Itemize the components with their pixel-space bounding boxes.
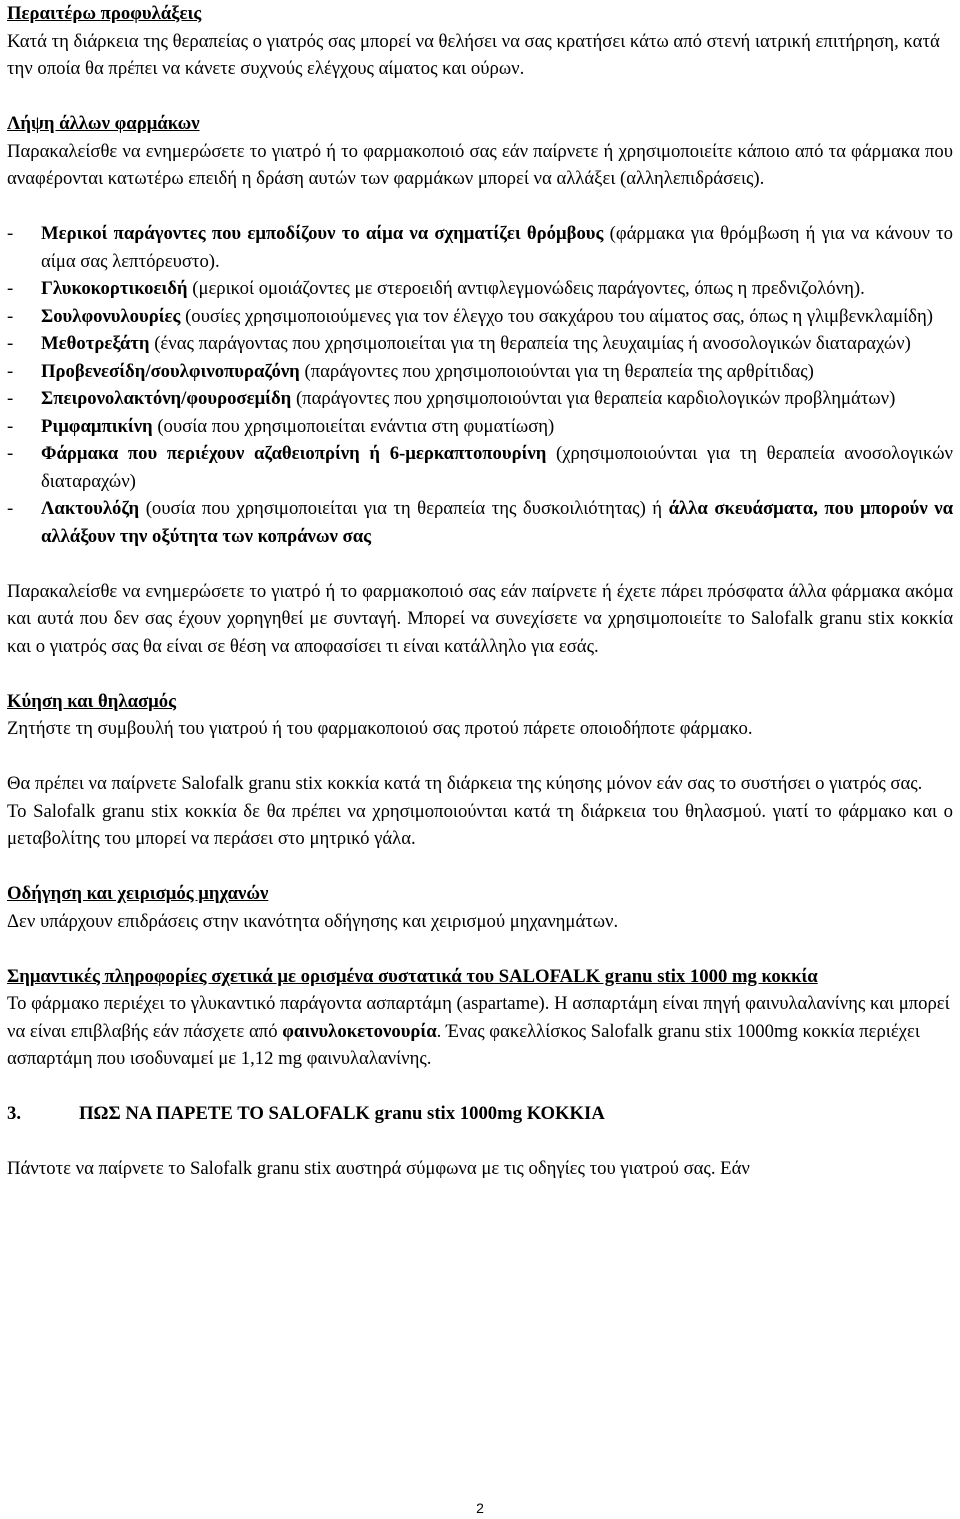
other-meds-heading: Λήψη άλλων φαρμάκων [7,113,200,134]
list-item [7,413,953,441]
list-item [7,220,953,275]
pregnancy-heading: Κύηση και θηλασμός [7,690,176,712]
section-number: 3. [7,1103,22,1124]
drug-name: Σουλφονυλουρίες [41,305,181,327]
other-meds-outro: Παρακαλείσθε να ενημερώσετε το γιατρό ή το φαρμακοποιό σας εάν παίρνετε ή έχετε πάρει πρόσφατα άλλα φάρμακα ακόμα και αυτά που δεν σας έχουν χορηγηθεί με συνταγή. Μπορεί να συνεχίσετε να χρησιμοποιείτε το Salofalk granu stix κοκκία και ο γιατρός σας θα είναι σε θέση να αποφασίσει τι είναι κατάλληλο για εσάς. [7,580,953,657]
precautions-text: Κατά τη διάρκεια της θεραπείας ο γιατρός σας μπορεί να θελήσει να σας κρατήσει κάτω από στενή ιατρική επιτήρηση, κατά την οποία θα πρέπει να κάνετε συχνούς ελέγχους αίματος και ούρων. [7,30,940,79]
drug-desc: (χρησιμοποιούνται για τη θεραπεία ανοσολογικών διαταραχών) [41,443,953,492]
drug-name: Ριμφαμπικίνη [41,415,153,437]
section-title: ΠΩΣ ΝΑ ΠΑΡΕΤΕ ΤΟ SALOFALK granu stix 1000mg ΚΟΚΚΙΑ [79,1103,605,1124]
drug-name: Γλυκοκορτικοειδή [41,278,188,299]
driving-heading: Οδήγηση και χειρισμός μηχανών [7,883,269,904]
ingredients-text-bold: φαινυλοκετονουρία [282,1020,437,1042]
drug-name: Μεθοτρεξάτη [41,333,150,354]
precautions-heading: Περαιτέρω προφυλάξεις [7,3,202,24]
drug-name: Προβενεσίδη/σουλφινοπυραζόνη [41,360,300,382]
list-item [7,495,953,550]
list-item [7,330,953,358]
drug-name-extra: άλλα σκευάσματα, που μπορούν να αλλάξουν την οξύτητα των κοπράνων σας [41,498,954,547]
drug-desc: (ένας παράγοντας που χρησιμοποιείται για τη θεραπεία της λευχαιμίας ή ανοσολογικών διαταραχών) [149,333,911,354]
drug-desc: (παράγοντες που χρησιμοποιούνται για θεραπεία καρδιολογικών προβλημάτων) [291,388,896,409]
ingredients-heading: Σημαντικές πληροφορίες σχετικά με ορισμένα συστατικά του SALOFALK granu stix 1000 mg κοκκία [7,965,818,987]
ingredients-text-b: . Ένας φακελλίσκος Salofalk granu stix 1000mg κοκκία περιέχει ασπαρτάμη που ισοδυναμεί με 1,12 mg φαινυλαλανίνης. [7,1020,920,1069]
list-item [7,275,953,303]
section-3-heading [7,1100,953,1128]
list-item [7,303,953,331]
list-item [7,440,953,495]
drug-desc: (φάρμακα για θρόμβωση ή για να κάνουν το αίμα σας λεπτόρευστο). [41,223,953,272]
document-page [7,0,953,1183]
drug-name: Λακτουλόζη [41,498,140,519]
drug-desc: (μερικοί ομοιάζοντες με στεροειδή αντιφλεγμονώδεις παράγοντες, όπως η πρεδνιζολόνη). [187,278,865,299]
drug-name: Μερικοί παράγοντες που εμποδίζουν το αίμα να σχηματίζει θρόμβους [41,223,604,244]
driving-text: Δεν υπάρχουν επιδράσεις στην ικανότητα οδήγησης και χειρισμού μηχανημάτων. [7,910,619,932]
section-3-text: Πάντοτε να παίρνετε το Salofalk granu stix αυστηρά σύμφωνα με τις οδηγίες του γιατρού σας. Εάν [7,1158,750,1179]
drug-desc: (παράγοντες που χρησιμοποιούνται για τη θεραπεία της αρθρίτιδας) [299,360,814,382]
page-number: 2 [476,1500,484,1516]
interaction-list [7,220,953,550]
drug-name: Σπειρονολακτόνη/φουροσεμίδη [41,388,292,409]
ingredients-text [7,990,953,1073]
pregnancy-text-2: Θα πρέπει να παίρνετε Salofalk granu stix κοκκία κατά τη διάρκεια της κύησης μόνον εάν σας το συστήσει ο γιατρός σας. [7,773,923,794]
list-item [7,358,953,386]
list-item [7,385,953,413]
ingredients-text-a: Το φάρμακο περιέχει το γλυκαντικό παράγοντα ασπαρτάμη (aspartame). Η ασπαρτάμη είναι πηγή φαινυλαλανίνης και μπορεί να είναι επιβλαβής εάν πάσχετε από [7,993,950,1042]
drug-name: Φάρμακα που περιέχουν αζαθειοπρίνη ή 6-μερκαπτοπουρίνη [41,443,547,464]
drug-desc: (ουσία που χρησιμοποιείται ενάντια στη φυματίωση) [152,415,555,437]
drug-desc: (ουσίες χρησιμοποιούμενες για τον έλεγχο του σακχάρου του αίματος σας, όπως η γλιμβενκλαμίδη) [180,305,933,327]
pregnancy-text-3: Το Salofalk granu stix κοκκία δε θα πρέπει να χρησιμοποιούνται κατά τη διάρκεια του θηλασμού. γιατί το φάρμακο και ο μεταβολίτης του μπορεί να περάσει στο μητρικό γάλα. [7,800,953,849]
pregnancy-text-1: Ζητήστε τη συμβουλή του γιατρού ή του φαρμακοποιού σας προτού πάρετε οποιοδήποτε φάρμακο. [7,718,753,739]
drug-desc: (ουσία που χρησιμοποιείται για τη θεραπεία της δυσκοιλιότητας) ή [139,498,669,519]
other-meds-intro: Παρακαλείσθε να ενημερώσετε το γιατρό ή το φαρμακοποιό σας εάν παίρνετε ή χρησιμοποιείτε κάποιο από τα φάρμακα που αναφέρονται κατωτέρω επειδή η δράση αυτών των φαρμάκων μπορεί να αλλάξει (αλληλεπιδράσεις). [7,140,953,189]
